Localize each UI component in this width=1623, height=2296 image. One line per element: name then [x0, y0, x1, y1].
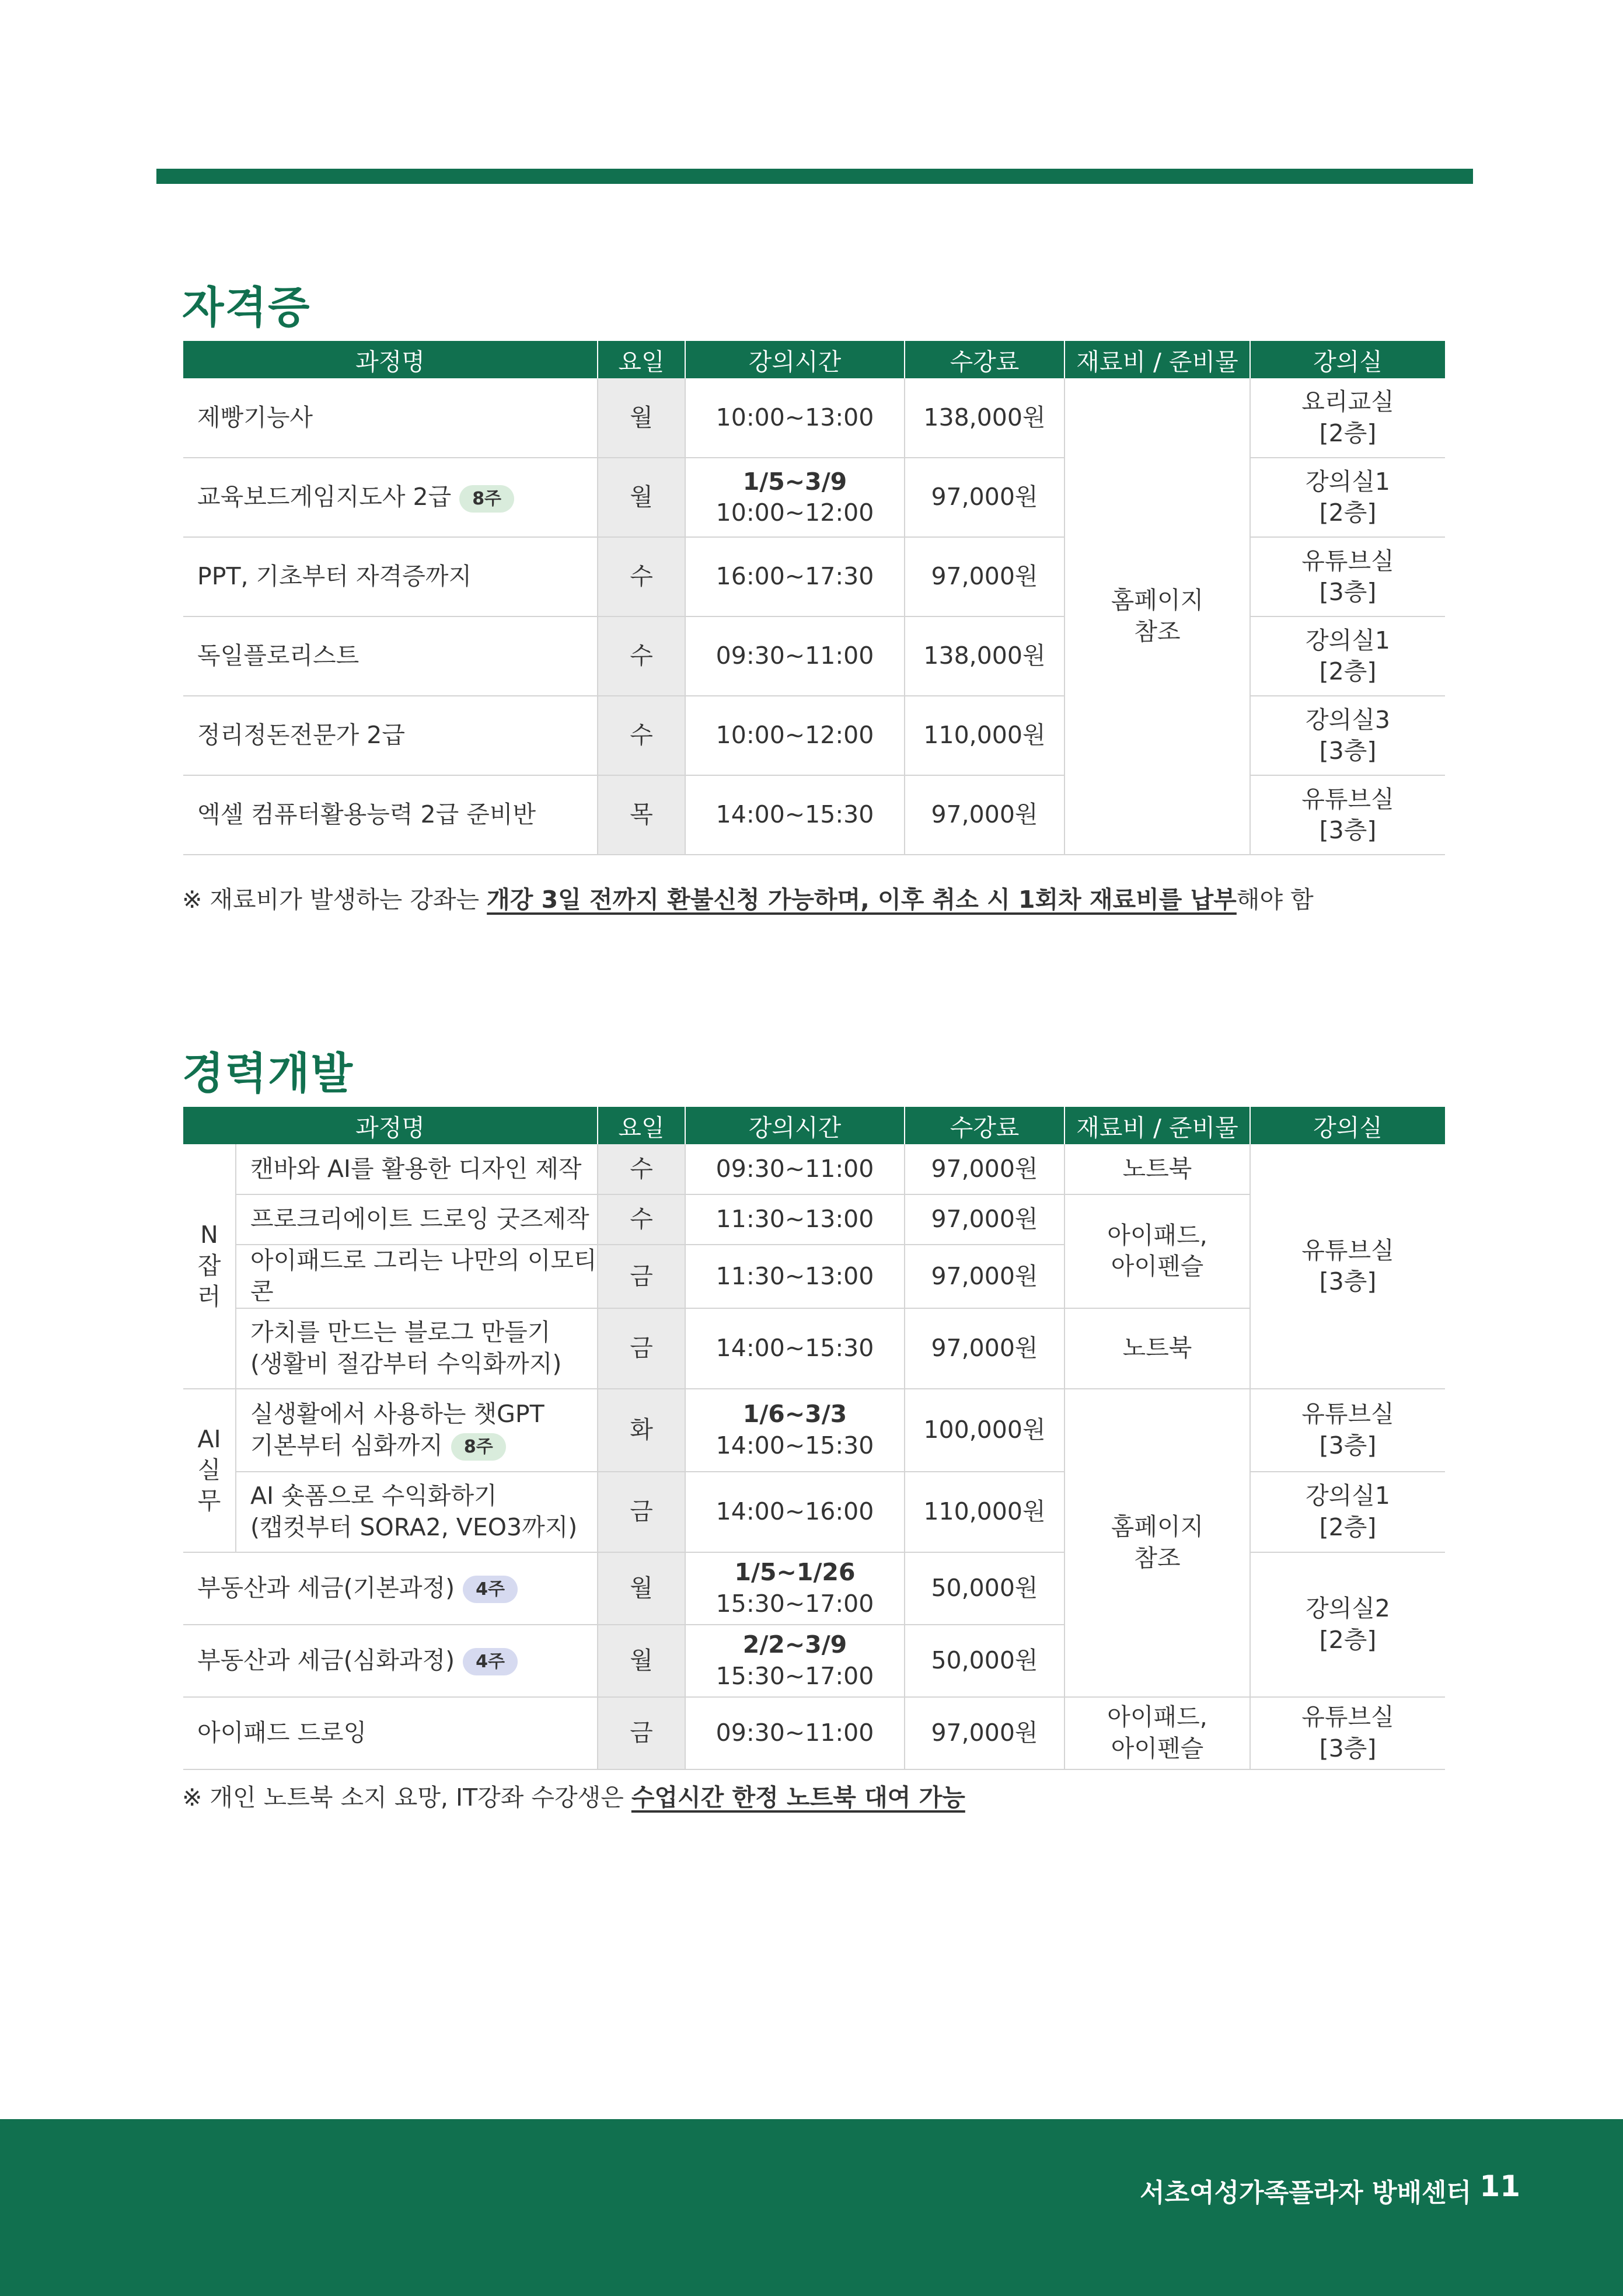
course-fee: 138,000원 — [905, 378, 1064, 458]
header-material: 재료비 / 준비물 — [1064, 341, 1250, 378]
table-row — [183, 458, 1445, 537]
section-title-certificate: 자격증 — [182, 283, 311, 333]
course-time: 15:30~17:00 — [715, 1589, 874, 1618]
course-fee: 97,000원 — [905, 1194, 1064, 1245]
header-time: 강의시간 — [685, 1107, 905, 1144]
course-name: AI 숏폼으로 수익화하기 (캡컷부터 SORA2, VEO3까지) — [236, 1472, 598, 1552]
course-day: 금 — [598, 1245, 685, 1308]
course-name: 가치를 만드는 블로그 만들기 (생활비 절감부터 수익화까지) — [236, 1308, 598, 1389]
course-date: 1/5~1/26 — [734, 1558, 856, 1587]
course-time: 10:00~12:00 — [715, 499, 874, 527]
course-material: 홈페이지 참조 — [1064, 1389, 1250, 1697]
duration-badge: 4주 — [463, 1576, 518, 1603]
table-header-row — [183, 1107, 1445, 1144]
course-time: 14:00~15:30 — [685, 775, 905, 855]
header-day: 요일 — [598, 1107, 685, 1144]
course-time: 14:00~16:00 — [685, 1472, 905, 1552]
course-name: 엑셀 컴퓨터활용능력 2급 준비반 — [183, 775, 598, 855]
career-table — [183, 1107, 1445, 1770]
course-day: 금 — [598, 1308, 685, 1389]
course-material: 노트북 — [1064, 1144, 1250, 1194]
course-material: 노트북 — [1064, 1308, 1250, 1389]
course-room: 유튜브실 [3층] — [1250, 1389, 1445, 1472]
course-time-cell — [685, 458, 905, 537]
note-text: ※ 개인 노트북 소지 요망, IT강좌 수강생은 — [182, 1783, 631, 1811]
course-fee: 100,000원 — [905, 1389, 1064, 1472]
course-name: 제빵기능사 — [183, 378, 598, 458]
course-material: 아이패드, 아이펜슬 — [1064, 1697, 1250, 1769]
course-fee: 97,000원 — [905, 1697, 1064, 1769]
table-row — [183, 1472, 1445, 1552]
course-room: 유튜브실 [3층] — [1250, 537, 1445, 616]
course-name: 아이패드 드로잉 — [183, 1697, 598, 1769]
course-day: 월 — [598, 1625, 685, 1697]
course-material: 아이패드, 아이펜슬 — [1064, 1194, 1250, 1308]
note-text-end: 해야 함 — [1236, 886, 1314, 914]
course-name: 부동산과 세금(심화과정) — [197, 1646, 455, 1674]
course-name: 부동산과 세금(기본과정) — [197, 1573, 455, 1602]
course-day: 목 — [598, 775, 685, 855]
course-name: 캔바와 AI를 활용한 디자인 제작 — [236, 1144, 598, 1194]
course-name: PPT, 기초부터 자격증까지 — [183, 537, 598, 616]
course-time: 10:00~12:00 — [685, 696, 905, 775]
table-row — [183, 1552, 1445, 1625]
table-row — [183, 1144, 1445, 1194]
course-date: 2/2~3/9 — [742, 1630, 847, 1659]
course-fee: 97,000원 — [905, 775, 1064, 855]
certificate-note — [182, 880, 1314, 915]
course-name: 아이패드로 그리는 나만의 이모티콘 — [236, 1245, 598, 1308]
note-text: ※ 재료비가 발생하는 강좌는 — [182, 886, 487, 914]
course-fee: 110,000원 — [905, 696, 1064, 775]
header-time: 강의시간 — [685, 341, 905, 378]
duration-badge: 8주 — [459, 485, 514, 513]
table-header-row — [183, 341, 1445, 378]
footer-bar — [0, 2119, 1623, 2296]
course-time: 16:00~17:30 — [685, 537, 905, 616]
course-time: 14:00~15:30 — [685, 1308, 905, 1389]
course-fee: 50,000원 — [905, 1625, 1064, 1697]
course-room: 강의실1 [2층] — [1250, 458, 1445, 537]
course-day: 금 — [598, 1472, 685, 1552]
course-day: 수 — [598, 696, 685, 775]
course-time: 15:30~17:00 — [715, 1661, 874, 1690]
course-time: 09:30~11:00 — [685, 1697, 905, 1769]
course-name: 교육보드게임지도사 2급 — [197, 483, 452, 511]
header-material: 재료비 / 준비물 — [1064, 1107, 1250, 1144]
course-room: 유튜브실 [3층] — [1250, 1697, 1445, 1769]
course-time: 10:00~13:00 — [685, 378, 905, 458]
table-row — [183, 378, 1445, 458]
course-fee: 110,000원 — [905, 1472, 1064, 1552]
course-room: 강의실3 [3층] — [1250, 696, 1445, 775]
course-room: 유튜브실 [3층] — [1250, 775, 1445, 855]
course-name: 실생활에서 사용하는 챗GPT 기본부터 심화까지 — [250, 1400, 545, 1459]
course-day: 월 — [598, 458, 685, 537]
course-fee: 97,000원 — [905, 1245, 1064, 1308]
header-course: 과정명 — [183, 341, 598, 378]
course-day: 월 — [598, 1552, 685, 1625]
course-fee: 97,000원 — [905, 458, 1064, 537]
course-time-cell — [685, 1625, 905, 1697]
course-date: 1/6~3/3 — [742, 1400, 847, 1429]
course-name-cell — [183, 1625, 598, 1697]
course-fee: 97,000원 — [905, 1144, 1064, 1194]
course-day: 수 — [598, 616, 685, 696]
course-name-cell — [183, 1552, 598, 1625]
course-day: 수 — [598, 537, 685, 616]
note-emphasis: 수업시간 한정 노트북 대여 가능 — [631, 1783, 965, 1811]
course-name: 프로크리에이트 드로잉 굿즈제작 — [236, 1194, 598, 1245]
course-room: 요리교실 [2층] — [1250, 378, 1445, 458]
course-time-cell — [685, 1389, 905, 1472]
category-n-jobber: N 잡 러 — [183, 1144, 236, 1389]
footer-org-name: 서초여성가족플라자 방배센터 — [1140, 2178, 1471, 2208]
course-fee: 50,000원 — [905, 1552, 1064, 1625]
header-fee: 수강료 — [905, 1107, 1064, 1144]
course-room: 강의실1 [2층] — [1250, 1472, 1445, 1552]
course-day: 화 — [598, 1389, 685, 1472]
table-row — [183, 616, 1445, 696]
course-day: 금 — [598, 1697, 685, 1769]
course-room: 유튜브실 [3층] — [1250, 1144, 1445, 1389]
course-day: 수 — [598, 1194, 685, 1245]
category-ai-practice: AI 실 무 — [183, 1389, 236, 1552]
course-time: 09:30~11:00 — [685, 616, 905, 696]
header-room: 강의실 — [1250, 1107, 1445, 1144]
course-day: 월 — [598, 378, 685, 458]
table-row — [183, 696, 1445, 775]
course-name-cell — [236, 1389, 598, 1472]
course-room: 강의실2 [2층] — [1250, 1552, 1445, 1697]
table-row — [183, 775, 1445, 855]
course-date: 1/5~3/9 — [742, 467, 847, 496]
course-time: 11:30~13:00 — [685, 1245, 905, 1308]
table-row — [183, 1389, 1445, 1472]
course-name: 정리정돈전문가 2급 — [183, 696, 598, 775]
header-room: 강의실 — [1250, 341, 1445, 378]
course-time: 09:30~11:00 — [685, 1144, 905, 1194]
header-day: 요일 — [598, 341, 685, 378]
table-row — [183, 537, 1445, 616]
course-time: 14:00~15:30 — [715, 1431, 874, 1459]
course-fee: 97,000원 — [905, 1308, 1064, 1389]
page-number: 11 — [1479, 2169, 1520, 2203]
course-fee: 138,000원 — [905, 616, 1064, 696]
note-emphasis: 개강 3일 전까지 환불신청 가능하며, 이후 취소 시 1회차 재료비를 납부 — [487, 886, 1237, 914]
section-title-career: 경력개발 — [182, 1048, 354, 1099]
duration-badge: 4주 — [463, 1648, 518, 1675]
duration-badge: 8주 — [451, 1433, 506, 1461]
course-fee: 97,000원 — [905, 537, 1064, 616]
course-room: 강의실1 [2층] — [1250, 616, 1445, 696]
course-day: 수 — [598, 1144, 685, 1194]
career-note — [182, 1778, 965, 1813]
course-time-cell — [685, 1552, 905, 1625]
course-name: 독일플로리스트 — [183, 616, 598, 696]
course-material: 홈페이지 참조 — [1064, 378, 1250, 855]
top-accent-bar — [156, 169, 1473, 184]
header-fee: 수강료 — [905, 341, 1064, 378]
course-name-cell — [183, 458, 598, 537]
certificate-table — [183, 341, 1445, 855]
course-time: 11:30~13:00 — [685, 1194, 905, 1245]
header-course: 과정명 — [183, 1107, 598, 1144]
table-row — [183, 1697, 1445, 1769]
